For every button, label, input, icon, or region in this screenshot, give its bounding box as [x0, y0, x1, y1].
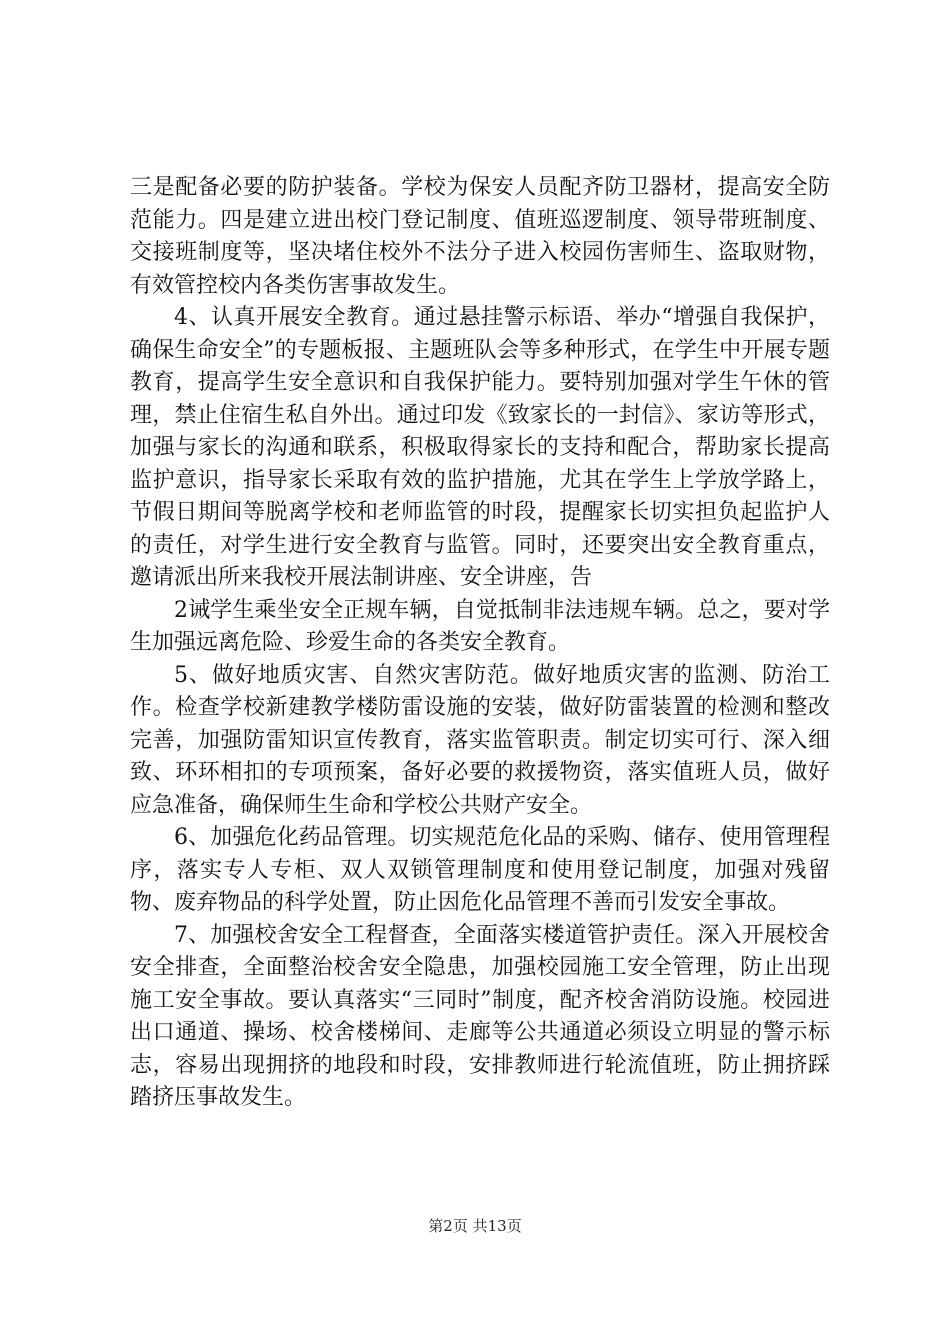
page-footer: [0, 1216, 950, 1236]
paragraph-5: 6、加强危化药品管理。切实规范危化品的采购、储存、使用管理程序，落实专人专柜、双人双锁管理制度和使用登记制度，加强对残留物、废弃物品的科学处置，防止因危化品管理不善而引发安全事故。: [130, 825, 830, 915]
document-body: [130, 172, 830, 1115]
paragraph-6: 7、加强校舍安全工程督查，全面落实楼道管护责任。深入开展校舍安全排查，全面整治校舍安全隐患，加强校园施工安全管理，防止出现施工安全事故。要认真落实“三同时”制度，配齐校舍消防设施。校园进出口通道、操场、校舍楼梯间、走廊等公共通道必须设立明显的警示标志，容易出现拥挤的地段和时段，安排教师进行轮流值班，防止拥挤踩踏挤压事故发生。: [130, 922, 830, 1110]
paragraph-4: 5、做好地质灾害、自然灾害防范。做好地质灾害的监测、防治工作。检查学校新建教学楼防雷设施的安装，做好防雷装置的检测和整改完善，加强防雷知识宣传教育，落实监管职责。制定切实可行、深入细致、环环相扣的专项预案，备好必要的救援物资，落实值班人员，做好应急准备，确保师生生命和学校公共财产安全。: [130, 662, 830, 818]
paragraph-3: 2诫学生乘坐安全正规车辆，自觉抵制非法违规车辆。总之，要对学生加强远离危险、珍爱生命的各类安全教育。: [130, 597, 830, 655]
paragraph-2: 4、认真开展安全教育。通过悬挂警示标语、举办“增强自我保护，确保生命安全”的专题板报、主题班队会等多种形式，在学生中开展专题教育，提高学生安全意识和自我保护能力。要特别加强对学生午休的管理，禁止住宿生私自外出。通过印发《致家长的一封信》、家访等形式，加强与家长的沟通和联系，积极取得家长的支持和配合，帮助家长提高监护意识，指导家长采取有效的监护措施，尤其在学生上学放学路上，节假日期间等脱离学校和老师监管的时段，提醒家长切实担负起监护人的责任，对学生进行安全教育与监管。同时，还要突出安全教育重点，邀请派出所来我校开展法制讲座、安全讲座，告: [130, 305, 830, 590]
paragraph-1: 三是配备必要的防护装备。学校为保安人员配齐防卫器材，提高安全防范能力。四是建立进出校门登记制度、值班巡逻制度、领导带班制度、交接班制度等，坚决堵住校外不法分子进入校园伤害师生、盗取财物，有效管控校内各类伤害事故发生。: [130, 175, 830, 298]
page-number-label: 第2页 共13页: [428, 1217, 522, 1235]
